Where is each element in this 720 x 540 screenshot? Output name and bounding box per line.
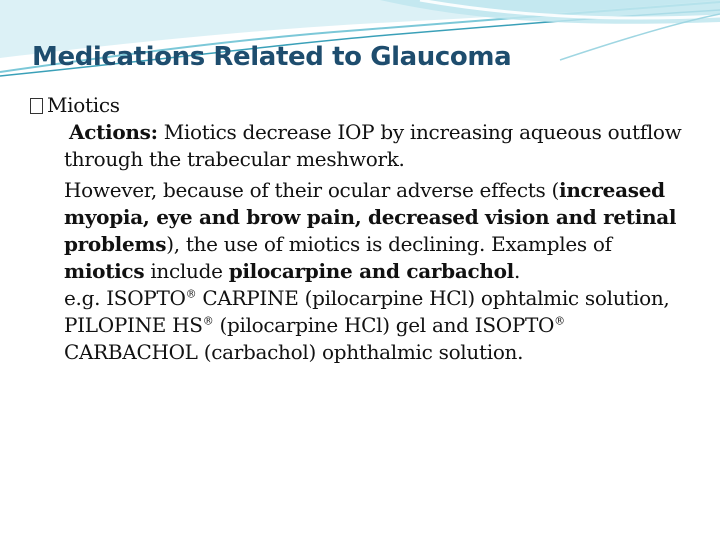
slide-body [30,92,690,366]
examples-bold: pilocarpine and carbachol [228,259,514,283]
however-text: However, because of their ocular adverse effects ( [64,178,560,202]
actions-label: Actions: [69,120,158,144]
slide-title: Medications Related to Glaucoma [32,42,512,72]
eg-text-2: CARPINE (pilocarpine HCl) ophtalmic solution, PILOPINE HS [64,286,670,337]
missing-glyph-bullet-icon [30,98,43,114]
eg-text-1: e.g. ISOPTO [64,286,186,310]
eg-text-4: CARBACHOL (carbachol) ophthalmic solution. [64,340,524,364]
section-heading-text: Miotics [47,93,120,117]
adverse-effects-bold: increased myopia, eye and brow pain, decreased vision and retinal problems [64,178,677,256]
registered-mark: ® [554,314,565,328]
registered-mark: ® [185,287,197,301]
eg-text-3: (pilocarpine HCl) gel and ISOPTO [213,313,555,337]
period-text: . [513,259,520,283]
registered-mark: ® [202,314,214,328]
declining-text: ), the use of miotics is declining. Examples of [166,232,612,256]
include-text: include [144,259,229,283]
section-heading [30,92,690,119]
however-paragraph [30,177,690,366]
miotics-bold: miotics [64,259,145,283]
actions-paragraph [30,119,690,173]
actions-text: Miotics decrease IOP by increasing aqueous outflow through the trabecular meshwork. [64,120,682,171]
